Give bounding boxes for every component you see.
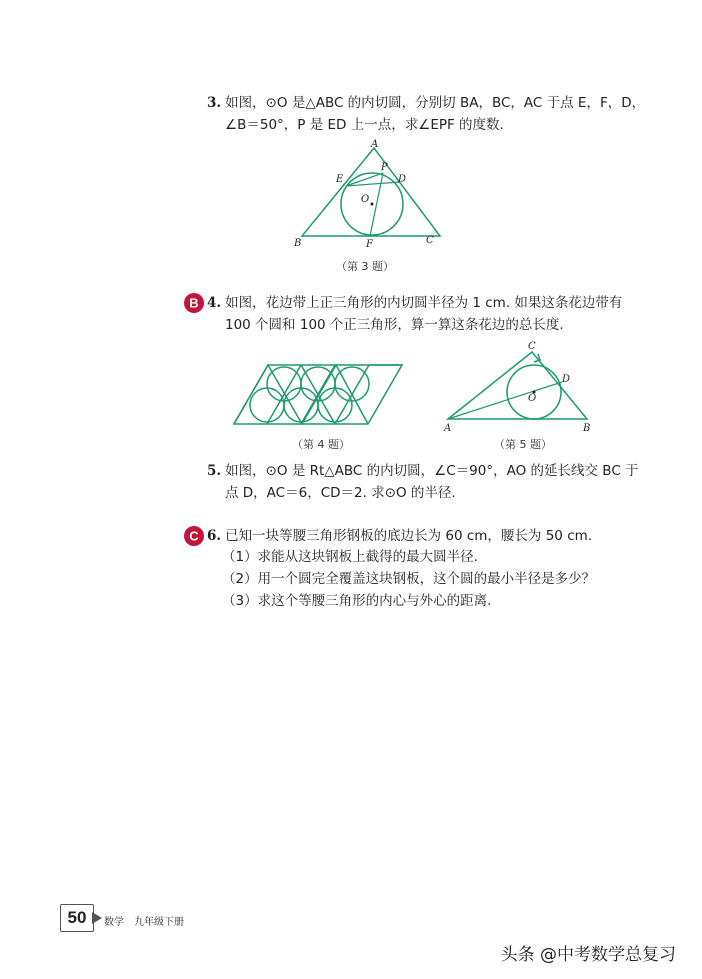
label-c: C [426, 235, 434, 246]
problem-number: 3. [207, 95, 222, 111]
label-b: B [583, 423, 591, 434]
strip-circle [318, 388, 352, 422]
book-grade: 九年级下册 [134, 917, 184, 928]
problem-number: 4. [207, 295, 222, 311]
strip-circle [250, 388, 284, 422]
label-a: A [444, 423, 452, 434]
label-c: C [528, 341, 536, 352]
problem-6 [207, 525, 592, 547]
triangle-abc [448, 352, 587, 419]
book-title [104, 913, 194, 928]
problem-6-part-3: （3）求这个等腰三角形的内心与外心的距离. [222, 593, 492, 609]
label-o: O [528, 393, 537, 404]
figure-4-caption: （第 4 题） [292, 438, 350, 451]
label-p: P [381, 162, 388, 173]
watermark: 头条 @中考数学总复习 [500, 945, 676, 965]
label-a: A [371, 139, 379, 150]
figure-5-caption: （第 5 题） [494, 438, 552, 451]
badge-letter: B [189, 295, 199, 311]
problem-text-line: 点 D，AC＝6，CD＝2. 求⊙O 的半径. [225, 485, 456, 501]
label-d: D [398, 174, 407, 185]
difficulty-b-badge-icon [183, 292, 205, 314]
figure-3-caption: （第 3 题） [336, 260, 394, 273]
problem-6-part-1: （1）求能从这块钢板上截得的最大圆半径. [222, 549, 478, 565]
problem-number: 6. [207, 528, 222, 544]
problem-text-line: 已知一块等腰三角形钢板的底边长为 60 cm，腰长为 50 cm. [225, 528, 593, 544]
figure-4-lace-strip [232, 362, 404, 428]
problem-text-line: 如图，⊙O 是 Rt△ABC 的内切圆，∠C＝90°，AO 的延长线交 BC 于 [225, 463, 639, 479]
page-number-tab-icon [92, 912, 102, 924]
problem-text-line: 如图，花边带上正三角形的内切圆半径为 1 cm. 如果这条花边带有 [225, 295, 623, 311]
book-subject: 数学 [104, 917, 124, 928]
badge-letter: C [189, 528, 199, 544]
label-b: B [294, 238, 302, 249]
problem-5 [207, 460, 639, 504]
problem-text-line: 如图，⊙O 是△ABC 的内切圆，分别切 BA，BC，AC 于点 E，F，D， [225, 95, 646, 111]
zigzag-line [267, 365, 301, 424]
label-d: D [562, 374, 571, 385]
problem-text-line: 100 个圆和 100 个正三角形，算一算这条花边的总长度. [225, 317, 564, 333]
label-e: E [336, 174, 344, 185]
figure-3-triangle-incircle [290, 138, 450, 250]
page-number: 50 [60, 904, 94, 932]
problem-4 [207, 292, 622, 336]
label-f: F [366, 239, 373, 250]
difficulty-c-badge-icon [183, 525, 205, 547]
center-point [371, 203, 374, 206]
problem-3 [207, 92, 645, 136]
figure-5-right-triangle-incircle [440, 340, 600, 436]
problem-number: 5. [207, 463, 222, 479]
problem-text-line: ∠B＝50°，P 是 ED 上一点，求∠EPF 的度数. [225, 117, 504, 133]
segment-ad [448, 382, 562, 419]
triangle-abc [302, 148, 440, 236]
label-o: O [361, 194, 370, 205]
problem-6-part-2: （2）用一个圆完全覆盖这块钢板，这个圆的最小半径是多少？ [222, 571, 596, 587]
